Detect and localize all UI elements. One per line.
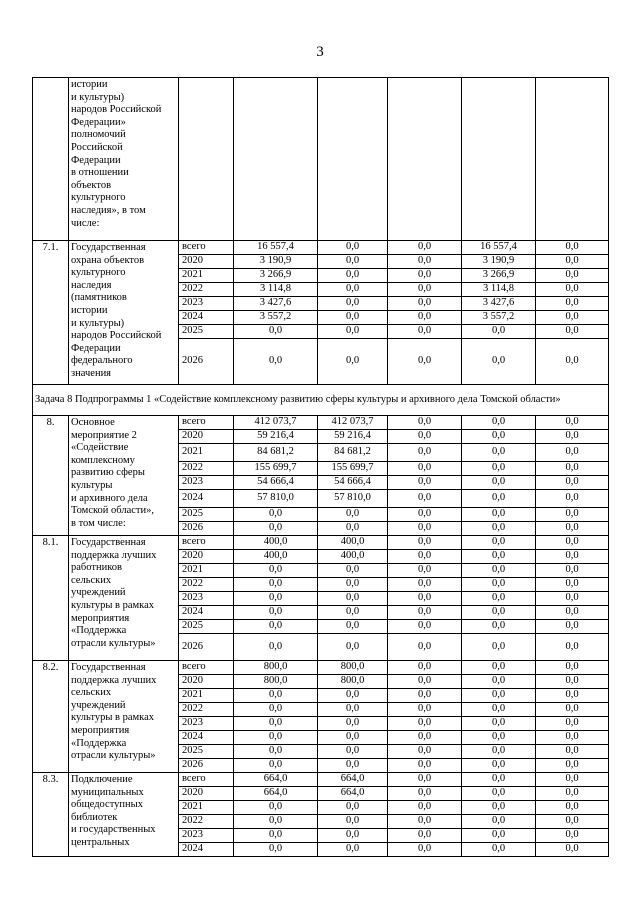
federal-budget-cell: 0,0 [388, 339, 462, 385]
federal-funds-cell: 0,0 [462, 731, 536, 745]
federal-funds-cell: 16 557,4 [462, 241, 536, 255]
federal-budget-cell: 0,0 [388, 508, 462, 522]
federal-funds-cell: 0,0 [462, 815, 536, 829]
federal-funds-cell: 0,0 [462, 592, 536, 606]
other-funds-cell: 0,0 [536, 634, 609, 661]
total-cell: 0,0 [234, 717, 318, 731]
continued-empty-cell [462, 78, 536, 241]
federal-budget-cell: 0,0 [388, 773, 462, 787]
regional-budget-cell: 0,0 [318, 801, 388, 815]
regional-budget-cell: 0,0 [318, 564, 388, 578]
federal-budget-cell: 0,0 [388, 325, 462, 339]
item-name-cell: Основное мероприятие 2 «Содействие комплексному развитию сферы культуры и архивного дела Томской области», в том числе: [69, 416, 179, 536]
regional-budget-cell: 84 681,2 [318, 444, 388, 462]
other-funds-cell: 0,0 [536, 416, 609, 430]
federal-funds-cell: 0,0 [462, 508, 536, 522]
total-cell: 0,0 [234, 564, 318, 578]
federal-budget-cell: 0,0 [388, 490, 462, 508]
federal-budget-cell: 0,0 [388, 675, 462, 689]
regional-budget-cell: 0,0 [318, 717, 388, 731]
year-cell: всего [179, 416, 234, 430]
regional-budget-cell: 0,0 [318, 283, 388, 297]
year-cell: 2021 [179, 801, 234, 815]
federal-budget-cell: 0,0 [388, 829, 462, 843]
table-row [33, 536, 609, 550]
total-cell: 57 810,0 [234, 490, 318, 508]
total-cell: 0,0 [234, 620, 318, 634]
federal-funds-cell: 0,0 [462, 745, 536, 759]
other-funds-cell: 0,0 [536, 444, 609, 462]
federal-funds-cell: 0,0 [462, 773, 536, 787]
continued-number-cell [33, 78, 69, 241]
federal-budget-cell: 0,0 [388, 759, 462, 773]
total-cell: 0,0 [234, 745, 318, 759]
federal-budget-cell: 0,0 [388, 550, 462, 564]
regional-budget-cell: 800,0 [318, 661, 388, 675]
total-cell: 3 266,9 [234, 269, 318, 283]
total-cell: 0,0 [234, 801, 318, 815]
year-cell: 2024 [179, 490, 234, 508]
total-cell: 16 557,4 [234, 241, 318, 255]
table-row [33, 773, 609, 787]
other-funds-cell: 0,0 [536, 620, 609, 634]
other-funds-cell: 0,0 [536, 606, 609, 620]
year-cell: 2024 [179, 843, 234, 857]
total-cell: 400,0 [234, 536, 318, 550]
other-funds-cell: 0,0 [536, 689, 609, 703]
total-cell: 0,0 [234, 843, 318, 857]
federal-budget-cell: 0,0 [388, 717, 462, 731]
total-cell: 0,0 [234, 829, 318, 843]
federal-funds-cell: 0,0 [462, 444, 536, 462]
total-cell: 412 073,7 [234, 416, 318, 430]
year-cell: всего [179, 661, 234, 675]
regional-budget-cell: 0,0 [318, 745, 388, 759]
total-cell: 0,0 [234, 325, 318, 339]
regional-budget-cell: 400,0 [318, 550, 388, 564]
year-cell: 2020 [179, 430, 234, 444]
table-row [33, 661, 609, 675]
year-cell: всего [179, 241, 234, 255]
federal-budget-cell: 0,0 [388, 634, 462, 661]
total-cell: 0,0 [234, 339, 318, 385]
federal-budget-cell: 0,0 [388, 462, 462, 476]
year-cell: 2020 [179, 255, 234, 269]
other-funds-cell: 0,0 [536, 829, 609, 843]
item-number-cell: 8.3. [33, 773, 69, 857]
total-cell: 3 114,8 [234, 283, 318, 297]
federal-budget-cell: 0,0 [388, 255, 462, 269]
year-cell: 2025 [179, 508, 234, 522]
other-funds-cell: 0,0 [536, 430, 609, 444]
regional-budget-cell: 800,0 [318, 675, 388, 689]
regional-budget-cell: 0,0 [318, 325, 388, 339]
regional-budget-cell: 412 073,7 [318, 416, 388, 430]
year-cell: 2021 [179, 269, 234, 283]
budget-table [32, 77, 609, 857]
other-funds-cell: 0,0 [536, 522, 609, 536]
year-cell: 2026 [179, 759, 234, 773]
year-cell: 2024 [179, 731, 234, 745]
federal-funds-cell: 0,0 [462, 703, 536, 717]
year-cell: 2024 [179, 606, 234, 620]
page-number: 3 [316, 44, 324, 60]
federal-funds-cell: 0,0 [462, 689, 536, 703]
federal-funds-cell: 0,0 [462, 430, 536, 444]
year-cell: 2022 [179, 703, 234, 717]
item-number-cell: 8. [33, 416, 69, 536]
regional-budget-cell: 0,0 [318, 731, 388, 745]
federal-budget-cell: 0,0 [388, 689, 462, 703]
regional-budget-cell: 0,0 [318, 311, 388, 325]
total-cell: 664,0 [234, 787, 318, 801]
total-cell: 664,0 [234, 773, 318, 787]
federal-budget-cell: 0,0 [388, 606, 462, 620]
continued-empty-cell [234, 78, 318, 241]
federal-budget-cell: 0,0 [388, 297, 462, 311]
total-cell: 0,0 [234, 689, 318, 703]
year-cell: всего [179, 536, 234, 550]
other-funds-cell: 0,0 [536, 717, 609, 731]
regional-budget-cell: 664,0 [318, 773, 388, 787]
regional-budget-cell: 0,0 [318, 759, 388, 773]
federal-funds-cell: 0,0 [462, 462, 536, 476]
year-cell: 2023 [179, 297, 234, 311]
federal-funds-cell: 0,0 [462, 620, 536, 634]
other-funds-cell: 0,0 [536, 675, 609, 689]
federal-budget-cell: 0,0 [388, 283, 462, 297]
federal-funds-cell: 0,0 [462, 634, 536, 661]
other-funds-cell: 0,0 [536, 508, 609, 522]
year-cell: 2025 [179, 745, 234, 759]
item-name-cell: Государственная охрана объектов культурного наследия (памятников истории и культуры) народов Российской Федерации федерального значения [69, 241, 179, 385]
federal-funds-cell: 0,0 [462, 578, 536, 592]
regional-budget-cell: 59 216,4 [318, 430, 388, 444]
total-cell: 3 557,2 [234, 311, 318, 325]
regional-budget-cell: 0,0 [318, 620, 388, 634]
other-funds-cell: 0,0 [536, 339, 609, 385]
other-funds-cell: 0,0 [536, 661, 609, 675]
year-cell: 2023 [179, 717, 234, 731]
regional-budget-cell: 0,0 [318, 703, 388, 717]
year-cell: 2022 [179, 283, 234, 297]
federal-funds-cell: 0,0 [462, 325, 536, 339]
total-cell: 0,0 [234, 703, 318, 717]
regional-budget-cell: 0,0 [318, 829, 388, 843]
other-funds-cell: 0,0 [536, 550, 609, 564]
total-cell: 0,0 [234, 592, 318, 606]
federal-funds-cell: 0,0 [462, 606, 536, 620]
table-row [33, 416, 609, 430]
task-header-row [33, 385, 609, 416]
total-cell: 800,0 [234, 675, 318, 689]
regional-budget-cell: 0,0 [318, 339, 388, 385]
regional-budget-cell: 0,0 [318, 508, 388, 522]
year-cell: 2026 [179, 522, 234, 536]
total-cell: 54 666,4 [234, 476, 318, 490]
federal-budget-cell: 0,0 [388, 444, 462, 462]
other-funds-cell: 0,0 [536, 745, 609, 759]
federal-budget-cell: 0,0 [388, 703, 462, 717]
federal-budget-cell: 0,0 [388, 564, 462, 578]
federal-funds-cell: 3 427,6 [462, 297, 536, 311]
regional-budget-cell: 0,0 [318, 297, 388, 311]
regional-budget-cell: 0,0 [318, 592, 388, 606]
other-funds-cell: 0,0 [536, 269, 609, 283]
year-cell: 2024 [179, 311, 234, 325]
regional-budget-cell: 0,0 [318, 269, 388, 283]
federal-funds-cell: 3 266,9 [462, 269, 536, 283]
year-cell: 2020 [179, 550, 234, 564]
other-funds-cell: 0,0 [536, 815, 609, 829]
total-cell: 84 681,2 [234, 444, 318, 462]
task-8-header: Задача 8 Подпрограммы 1 «Содействие комплексному развитию сферы культуры и архивного дела Томской области» [33, 385, 609, 416]
year-cell: 2026 [179, 339, 234, 385]
federal-budget-cell: 0,0 [388, 476, 462, 490]
total-cell: 155 699,7 [234, 462, 318, 476]
total-cell: 0,0 [234, 731, 318, 745]
regional-budget-cell: 0,0 [318, 815, 388, 829]
total-cell: 0,0 [234, 578, 318, 592]
total-cell: 0,0 [234, 634, 318, 661]
other-funds-cell: 0,0 [536, 490, 609, 508]
federal-funds-cell: 0,0 [462, 416, 536, 430]
regional-budget-cell: 0,0 [318, 241, 388, 255]
item-name-cell: Государственная поддержка лучших сельских учреждений культуры в рамках мероприятия «Поддержка отрасли культуры» [69, 661, 179, 773]
federal-funds-cell: 0,0 [462, 759, 536, 773]
other-funds-cell: 0,0 [536, 592, 609, 606]
table-row [33, 241, 609, 255]
total-cell: 3 190,9 [234, 255, 318, 269]
total-cell: 3 427,6 [234, 297, 318, 311]
federal-funds-cell: 0,0 [462, 843, 536, 857]
other-funds-cell: 0,0 [536, 325, 609, 339]
federal-budget-cell: 0,0 [388, 731, 462, 745]
year-cell: 2021 [179, 564, 234, 578]
other-funds-cell: 0,0 [536, 801, 609, 815]
continued-name-cell: истории и культуры) народов Российской Федерации» полномочий Российской Федерации в отношении объектов культурного наследия», в том числе: [69, 78, 179, 241]
federal-budget-cell: 0,0 [388, 241, 462, 255]
year-cell: 2023 [179, 592, 234, 606]
federal-funds-cell: 0,0 [462, 829, 536, 843]
federal-funds-cell: 0,0 [462, 536, 536, 550]
federal-funds-cell: 0,0 [462, 675, 536, 689]
federal-funds-cell: 0,0 [462, 476, 536, 490]
continued-empty-cell [388, 78, 462, 241]
federal-funds-cell: 0,0 [462, 522, 536, 536]
continued-empty-cell [536, 78, 609, 241]
regional-budget-cell: 0,0 [318, 578, 388, 592]
other-funds-cell: 0,0 [536, 536, 609, 550]
year-cell: 2020 [179, 787, 234, 801]
year-cell: 2022 [179, 815, 234, 829]
federal-budget-cell: 0,0 [388, 815, 462, 829]
continued-empty-cell [318, 78, 388, 241]
federal-funds-cell: 3 190,9 [462, 255, 536, 269]
year-cell: 2020 [179, 675, 234, 689]
federal-funds-cell: 0,0 [462, 564, 536, 578]
other-funds-cell: 0,0 [536, 476, 609, 490]
continued-row [33, 78, 609, 241]
item-name-cell: Государственная поддержка лучших работников сельских учреждений культуры в рамках мероприятия «Поддержка отрасли культуры» [69, 536, 179, 661]
year-cell: 2022 [179, 462, 234, 476]
federal-budget-cell: 0,0 [388, 430, 462, 444]
federal-budget-cell: 0,0 [388, 536, 462, 550]
regional-budget-cell: 155 699,7 [318, 462, 388, 476]
year-cell: 2023 [179, 476, 234, 490]
federal-budget-cell: 0,0 [388, 416, 462, 430]
federal-funds-cell: 0,0 [462, 717, 536, 731]
other-funds-cell: 0,0 [536, 578, 609, 592]
federal-budget-cell: 0,0 [388, 269, 462, 283]
federal-funds-cell: 0,0 [462, 550, 536, 564]
federal-budget-cell: 0,0 [388, 843, 462, 857]
federal-funds-cell: 0,0 [462, 490, 536, 508]
other-funds-cell: 0,0 [536, 759, 609, 773]
total-cell: 800,0 [234, 661, 318, 675]
year-cell: 2021 [179, 444, 234, 462]
item-number-cell: 8.1. [33, 536, 69, 661]
total-cell: 400,0 [234, 550, 318, 564]
other-funds-cell: 0,0 [536, 297, 609, 311]
other-funds-cell: 0,0 [536, 564, 609, 578]
federal-funds-cell: 0,0 [462, 801, 536, 815]
federal-funds-cell: 3 114,8 [462, 283, 536, 297]
year-cell: 2025 [179, 325, 234, 339]
regional-budget-cell: 0,0 [318, 522, 388, 536]
federal-budget-cell: 0,0 [388, 787, 462, 801]
year-cell: 2023 [179, 829, 234, 843]
other-funds-cell: 0,0 [536, 241, 609, 255]
total-cell: 0,0 [234, 522, 318, 536]
federal-budget-cell: 0,0 [388, 578, 462, 592]
total-cell: 0,0 [234, 508, 318, 522]
other-funds-cell: 0,0 [536, 283, 609, 297]
other-funds-cell: 0,0 [536, 731, 609, 745]
year-cell: 2022 [179, 578, 234, 592]
total-cell: 59 216,4 [234, 430, 318, 444]
federal-budget-cell: 0,0 [388, 522, 462, 536]
federal-budget-cell: 0,0 [388, 620, 462, 634]
other-funds-cell: 0,0 [536, 703, 609, 717]
regional-budget-cell: 0,0 [318, 634, 388, 661]
regional-budget-cell: 0,0 [318, 689, 388, 703]
total-cell: 0,0 [234, 606, 318, 620]
federal-funds-cell: 0,0 [462, 787, 536, 801]
regional-budget-cell: 0,0 [318, 606, 388, 620]
regional-budget-cell: 54 666,4 [318, 476, 388, 490]
regional-budget-cell: 0,0 [318, 255, 388, 269]
total-cell: 0,0 [234, 815, 318, 829]
federal-budget-cell: 0,0 [388, 661, 462, 675]
federal-funds-cell: 0,0 [462, 661, 536, 675]
federal-budget-cell: 0,0 [388, 311, 462, 325]
other-funds-cell: 0,0 [536, 773, 609, 787]
regional-budget-cell: 400,0 [318, 536, 388, 550]
regional-budget-cell: 57 810,0 [318, 490, 388, 508]
regional-budget-cell: 0,0 [318, 843, 388, 857]
other-funds-cell: 0,0 [536, 787, 609, 801]
continued-empty-cell [179, 78, 234, 241]
federal-funds-cell: 0,0 [462, 339, 536, 385]
federal-budget-cell: 0,0 [388, 745, 462, 759]
federal-funds-cell: 3 557,2 [462, 311, 536, 325]
year-cell: всего [179, 773, 234, 787]
year-cell: 2025 [179, 620, 234, 634]
item-name-cell: Подключение муниципальных общедоступных библиотек и государственных центральных [69, 773, 179, 857]
other-funds-cell: 0,0 [536, 462, 609, 476]
regional-budget-cell: 664,0 [318, 787, 388, 801]
item-number-cell: 8.2. [33, 661, 69, 773]
other-funds-cell: 0,0 [536, 311, 609, 325]
item-number-cell: 7.1. [33, 241, 69, 385]
year-cell: 2026 [179, 634, 234, 661]
other-funds-cell: 0,0 [536, 843, 609, 857]
federal-budget-cell: 0,0 [388, 801, 462, 815]
other-funds-cell: 0,0 [536, 255, 609, 269]
year-cell: 2021 [179, 689, 234, 703]
federal-budget-cell: 0,0 [388, 592, 462, 606]
total-cell: 0,0 [234, 759, 318, 773]
